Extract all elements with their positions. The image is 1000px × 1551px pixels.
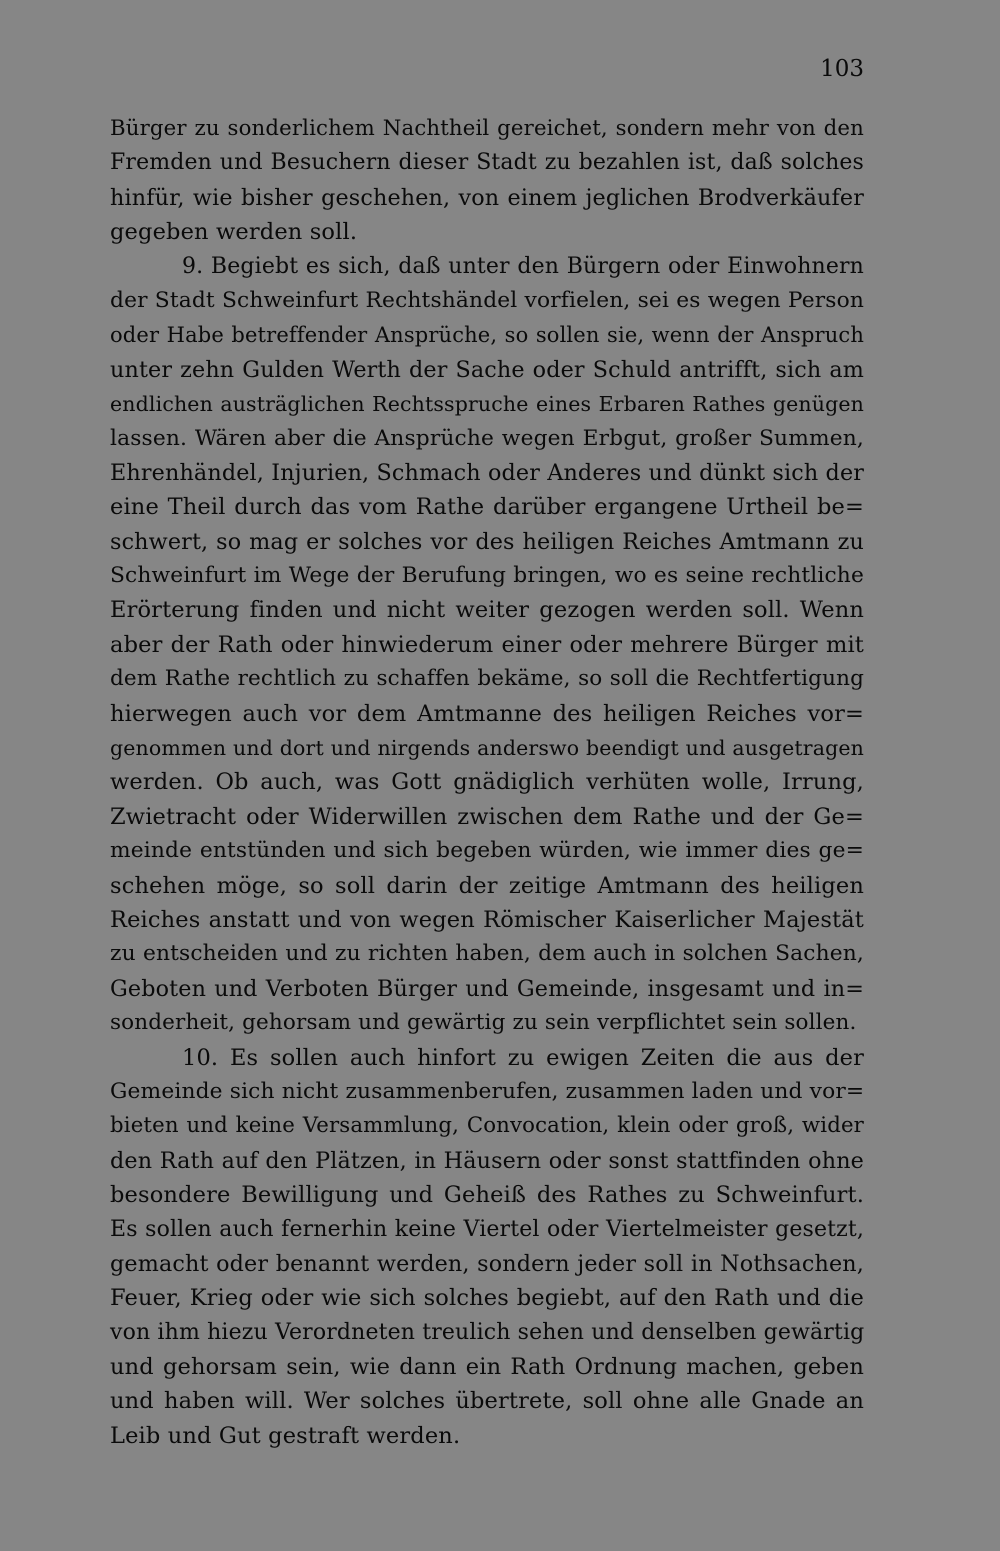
text-line: Gemeinde sich nicht zusammenberufen, zusammen laden und vor=	[110, 1078, 865, 1104]
text-line: Reiches anstatt und von wegen Römischer Kaiserlicher Majestät	[110, 906, 864, 933]
text-line: Leib und Gut gestraft werden.	[110, 1422, 461, 1449]
text-line: dem Rathe rechtlich zu schaffen bekäme, so soll die Rechtfertigung	[110, 666, 864, 692]
text-line: Fremden und Besuchern dieser Stadt zu bezahlen ist, daß solches	[110, 150, 864, 176]
text-line: hinfür, wie bisher geschehen, von einem jeglichen Brodverkäufer	[110, 184, 864, 211]
body-text	[110, 112, 864, 1453]
text-line: besondere Bewilligung und Geheiß des Rathes zu Schweinfurt.	[110, 1182, 864, 1209]
text-line: Es sollen auch fernerhin keine Viertel oder Viertelmeister gesetzt,	[110, 1216, 864, 1242]
text-line: Schweinfurt im Wege der Berufung bringen, wo es seine rechtliche	[110, 563, 864, 589]
paragraph-10-start: 10. Es sollen auch hinfort zu ewigen Zeiten die aus der	[182, 1044, 864, 1071]
text-line: der Stadt Schweinfurt Rechtshändel vorfielen, sei es wegen Person	[110, 287, 864, 313]
text-line: und haben will. Wer solches übertrete, soll ohne alle Gnade an	[110, 1388, 864, 1415]
text-line: Feuer, Krieg oder wie sich solches begiebt, auf den Rath und die	[110, 1285, 864, 1312]
text-line: von ihm hiezu Verordneten treulich sehen und denselben gewärtig	[110, 1319, 865, 1345]
text-line: aber der Rath oder hinwiederum einer oder mehrere Bürger mit	[110, 631, 864, 658]
text-line: lassen. Wären aber die Ansprüche wegen Erbgut, großer Summen,	[110, 425, 864, 451]
text-line: meinde entstünden und sich begeben würden, wie immer dies ge=	[110, 838, 864, 864]
text-line: Zwietracht oder Widerwillen zwischen dem Rathe und der Ge=	[110, 803, 864, 830]
text-line: Bürger zu sonderlichem Nachtheil gereichet, sondern mehr von den	[110, 116, 864, 141]
text-line: schehen möge, so soll darin der zeitige Amtmann des heiligen	[110, 872, 864, 899]
text-line: gegeben werden soll.	[110, 219, 358, 246]
text-line: Ehrenhändel, Injurien, Schmach oder Anderes und dünkt sich der	[110, 459, 865, 486]
text-line: hierwegen auch vor dem Amtmanne des heiligen Reiches vor=	[110, 700, 864, 727]
text-line: sonderheit, gehorsam und gewärtig zu sein verpflichtet sein sollen.	[110, 1010, 857, 1036]
text-line: eine Theil durch das vom Rathe darüber ergangene Urtheil be=	[110, 494, 864, 521]
text-line: schwert, so mag er solches vor des heiligen Reiches Amtmann zu	[110, 528, 864, 555]
page-number: 103	[820, 56, 864, 82]
text-line: oder Habe betreffender Ansprüche, so sollen sie, wenn der Anspruch	[110, 323, 864, 348]
text-line: unter zehn Gulden Werth der Sache oder Schuld antrifft, sich am	[110, 356, 864, 383]
text-line: endlichen austräglichen Rechtsspruche eines Erbaren Rathes genügen	[110, 392, 864, 417]
text-line: bieten und keine Versammlung, Convocation, klein oder groß, wider	[110, 1113, 864, 1139]
text-line: zu entscheiden und zu richten haben, dem auch in solchen Sachen,	[110, 941, 864, 967]
text-line: Geboten und Verboten Bürger und Gemeinde, insgesamt und in=	[110, 975, 864, 1002]
paragraph-9-start: 9. Begiebt es sich, daß unter den Bürgern oder Einwohnern	[182, 253, 864, 279]
text-line: werden. Ob auch, was Gott gnädiglich verhüten wolle, Irrung,	[110, 769, 864, 796]
text-line: den Rath auf den Plätzen, in Häusern oder sonst stattfinden ohne	[110, 1147, 864, 1174]
text-line: gemacht oder benannt werden, sondern jeder soll in Nothsachen,	[110, 1250, 864, 1277]
text-line: und gehorsam sein, wie dann ein Rath Ordnung machen, geben	[110, 1354, 864, 1381]
text-line: Erörterung finden und nicht weiter gezogen werden soll. Wenn	[110, 597, 864, 624]
text-line: genommen und dort und nirgends anderswo beendigt und ausgetragen	[110, 736, 864, 761]
